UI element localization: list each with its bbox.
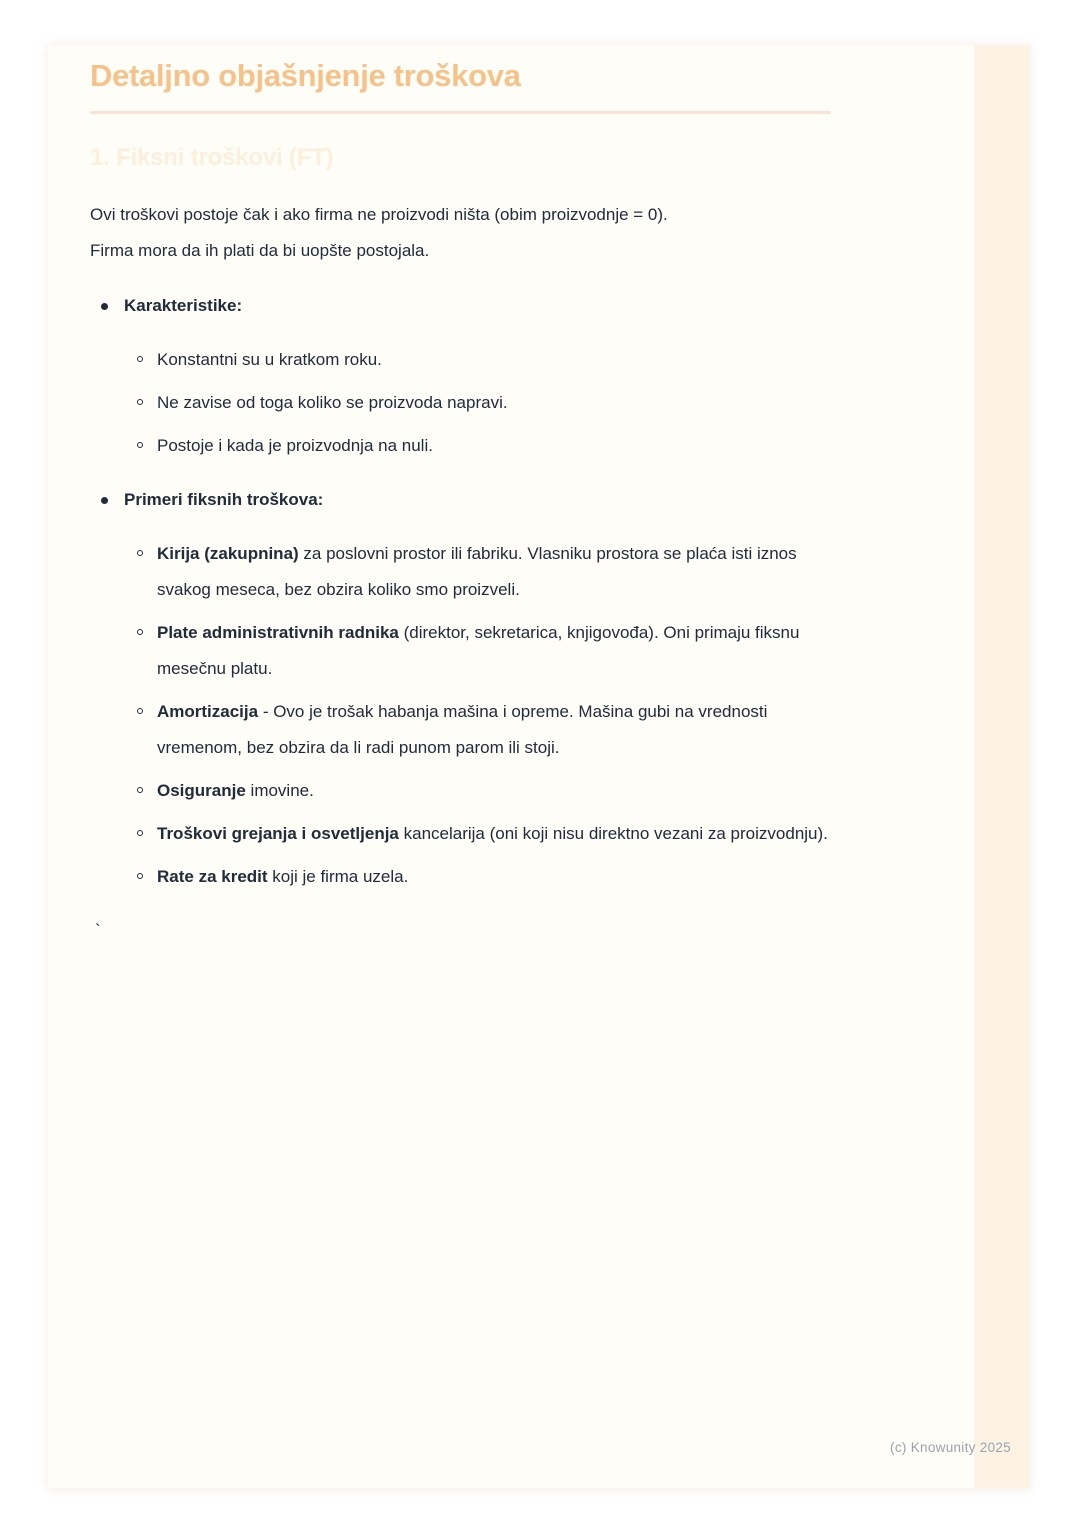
document-page bbox=[48, 45, 1030, 1488]
list-item bbox=[124, 615, 835, 687]
list-item-text: koji je firma uzela. bbox=[267, 867, 409, 886]
list-item-text: Konstantni su u kratkom roku. bbox=[157, 350, 382, 369]
sub-bullet-list bbox=[124, 342, 835, 464]
list-item-text: (direktor, sekretarica, knjigovođa). Oni primaju fiksnu mesečnu platu. bbox=[157, 623, 800, 678]
bullet-group bbox=[90, 482, 835, 895]
list-item-text: Postoje i kada je proizvodnja na nuli. bbox=[157, 436, 433, 455]
list-item-bold-lead: Osiguranje bbox=[157, 781, 246, 800]
copyright-text: (c) Knowunity 2025 bbox=[890, 1440, 1011, 1455]
right-decorative-stripe bbox=[974, 45, 1030, 1488]
list-item bbox=[124, 694, 835, 766]
title-divider bbox=[90, 111, 831, 114]
list-item-text: - Ovo je trošak habanja mašina i opreme. Mašina gubi na vrednosti vremenom, bez obzira da li radi punom parom ili stoji. bbox=[157, 702, 768, 757]
list-item-text: za poslovni prostor ili fabriku. Vlasniku prostora se plaća isti iznos svakog meseca, bez obzira koliko smo proizveli. bbox=[157, 544, 797, 599]
list-item bbox=[124, 859, 835, 895]
intro-line: Firma mora da ih plati da bi uopšte postojala. bbox=[90, 241, 430, 260]
list-item bbox=[124, 385, 835, 421]
list-item bbox=[124, 428, 835, 464]
bullet-list bbox=[90, 288, 835, 895]
list-item bbox=[124, 816, 835, 852]
intro-paragraph bbox=[90, 197, 835, 269]
list-item-text: imovine. bbox=[245, 781, 314, 800]
list-item bbox=[124, 342, 835, 378]
section-heading: 1. Fiksni troškovi (FT) bbox=[90, 144, 334, 171]
bullet-group-label: Karakteristike: bbox=[124, 296, 243, 315]
bullet-group-label: Primeri fiksnih troškova: bbox=[124, 490, 324, 509]
stray-character: ` bbox=[95, 921, 101, 940]
list-item bbox=[124, 773, 835, 809]
list-item-bold-lead: Troškovi grejanja i osvetljenja bbox=[157, 824, 399, 843]
sub-bullet-list bbox=[124, 536, 835, 895]
list-item-bold-lead: Rate za kredit bbox=[157, 867, 268, 886]
list-item bbox=[124, 536, 835, 608]
list-item-bold-lead: Plate administrativnih radnika bbox=[157, 623, 399, 642]
intro-line: Ovi troškovi postoje čak i ako firma ne proizvodi ništa (obim proizvodnje = 0). bbox=[90, 205, 668, 224]
bullet-group bbox=[90, 288, 835, 464]
list-item-text: kancelarija (oni koji nisu direktno vezani za proizvodnju). bbox=[398, 824, 828, 843]
page-content bbox=[90, 57, 835, 949]
page-title: Detaljno objašnjenje troškova bbox=[90, 58, 521, 93]
list-item-bold-lead: Amortizacija bbox=[157, 702, 259, 721]
list-item-bold-lead: Kirija (zakupnina) bbox=[157, 544, 299, 563]
list-item-text: Ne zavise od toga koliko se proizvoda napravi. bbox=[157, 393, 508, 412]
